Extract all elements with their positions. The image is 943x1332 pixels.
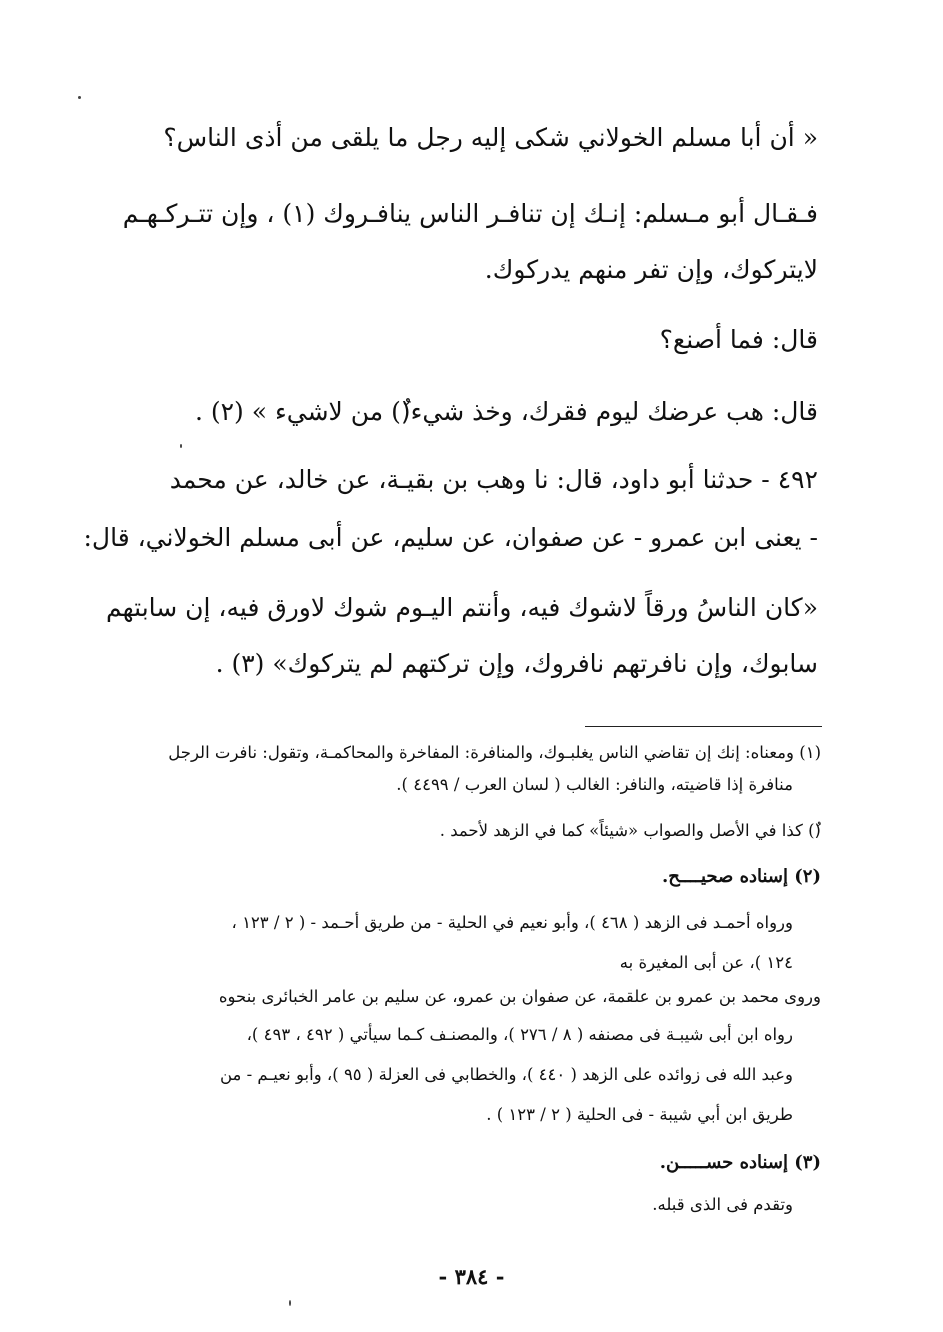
footnote-line: (١) ومعناه: إنك إن تقاضي الناس يغلبـوك، والمنافرة: المفاخرة والمحاكمـة، وتقول: نافرت الرجل	[168, 743, 821, 762]
footnote-line: طريق ابن أبي شيبة - فى الحلية ( ٢ / ١٢٣ ) .	[486, 1105, 793, 1124]
scan-speck	[289, 1300, 291, 1306]
footnote-heading: (٣) إسناده حســـــن.	[659, 1152, 821, 1173]
footnote-line: وروى محمد بن عمرو بن علقمة، عن صفوان بن عمرو، عن سليم بن عامر الخبائرى بنحوه	[218, 987, 821, 1006]
main-text-line: لايتركوك، وإن تفر منهم يدركوك.	[484, 255, 818, 284]
main-text-line: فـقـال أبو مـسلم: إنـك إن تنافـر الناس ينافـروك (١) ، وإن تتـركـهـم	[122, 199, 818, 228]
main-text-line: قال: هب عرضك ليوم فقرك، وخذ شيء(ٌ) من لاشيء » (٢) .	[194, 397, 818, 426]
footnote-line: وعبد الله فى زوائده على الزهد ( ٤٤٠ )، والخطابي فى العزلة ( ٩٥ )، وأبو نعيـم - من	[219, 1065, 793, 1084]
main-text-line: سابوك، وإن نافرتهم نافروك، وإن تركتهم لم يتركوك» (٣) .	[215, 649, 818, 678]
footnote-line: ١٢٤ )، عن أبى المغيرة به	[619, 953, 793, 972]
main-text-line: ٤٩٢ - حدثنا أبو داود، قال: نا وهب بن بقيـة، عن خالد، عن محمد	[169, 465, 818, 494]
main-text-line: «كان الناسُ ورقاً لاشوك فيه، وأنتم اليـوم شوك لاورق فيه، إن سابتهم	[106, 593, 818, 622]
footnote-line: ورواه أحمـد فى الزهد ( ٤٦٨ )، وأبو نعيم في الحلية - من طريق أحـمد - ( ٢ / ١٢٣ ،	[231, 913, 793, 932]
scan-speck	[78, 96, 81, 99]
scan-speck	[180, 444, 182, 448]
footnote-line: وتقدم فى الذى قبله.	[652, 1195, 793, 1214]
main-text-line: « أن أبا مسلم الخولاني شكى إليه رجل ما يلقى من أذى الناس؟	[163, 123, 818, 152]
footnote-separator	[585, 726, 822, 727]
main-text-line: قال: فما أصنع؟	[659, 325, 818, 354]
footnote-heading: (٢) إسناده صحيــــح.	[661, 866, 821, 887]
footnote-line: رواه ابن أبى شيبـة فى مصنفه ( ٨ / ٢٧٦ )، والمصنـف كـما سيأتي ( ٤٩٢ ، ٤٩٣ )،	[246, 1025, 793, 1044]
footnote-line: (ٌ) كذا في الأصل والصواب «شيئاً» كما في الزهد لأحمد .	[439, 821, 821, 840]
main-text-line: - يعنى ابن عمرو - عن صفوان، عن سليم، عن أبى مسلم الخولاني، قال:	[83, 523, 818, 552]
page-number: - ٣٨٤ -	[438, 1264, 505, 1289]
footnote-line: منافرة إذا قاضيته، والنافر: الغالب ( لسان العرب / ٤٤٩٩ ).	[396, 775, 793, 794]
